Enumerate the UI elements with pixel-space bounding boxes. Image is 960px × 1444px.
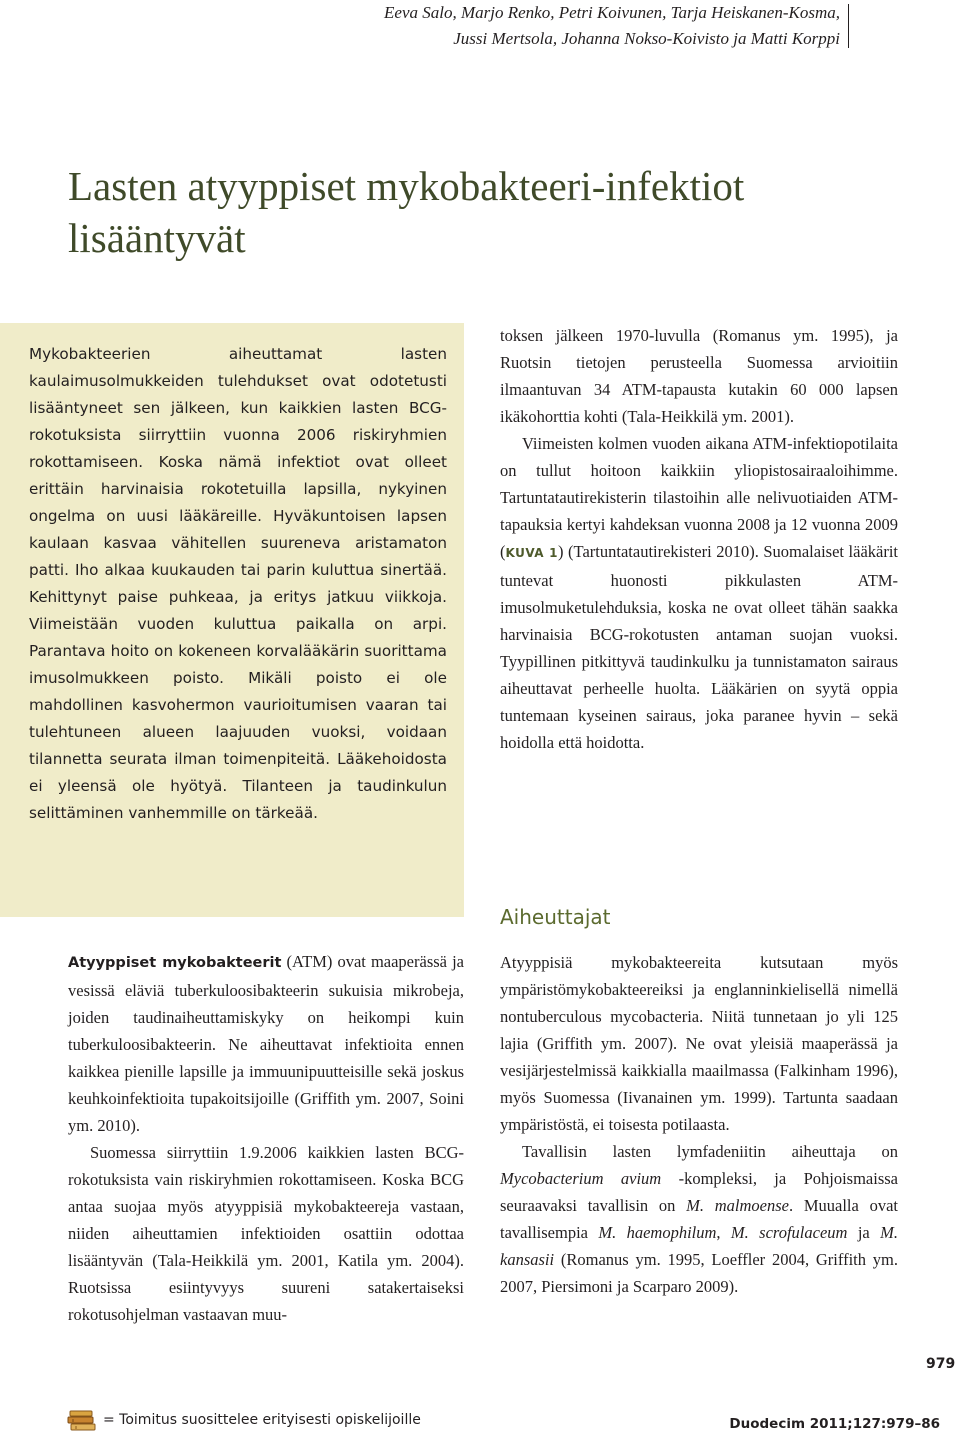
body-paragraph <box>68 948 464 1139</box>
page-number: 979 <box>926 1356 956 1372</box>
journal-reference: Duodecim 2011;127:979–86 <box>729 1416 940 1432</box>
author-line-1: Eeva Salo, Marjo Renko, Petri Koivunen, Tarja Heiskanen-Kosma, <box>384 3 840 22</box>
lead-term: Atyyppiset mykobakteerit <box>68 955 282 971</box>
paragraph-text: Tavallisin lasten lymfadeniitin aiheuttaja on <box>522 1142 898 1161</box>
body-paragraph <box>500 430 898 756</box>
stacked-books-icon <box>67 1408 97 1434</box>
paragraph-text: ja <box>847 1223 881 1242</box>
body-paragraph: Atyyppisiä mykobakteereita kutsutaan myös ympäristömykobakteereiksi ja englanninkielisellä nimellä nontuberculous mycobacteria. Niitä tunnetaan jo yli 125 lajia (Griffith ym. 2007). Ne ovat yleisiä maaperässä ja vesijärjestelmissä kaikkialla maailmassa (Falkinham 1996), myös Suomessa (Iivanainen ym. 1999). Tartunta saadaan ympäristöstä, ei toisesta potilaasta. <box>500 953 898 1134</box>
section-heading: Aiheuttajat <box>500 905 611 929</box>
abstract-box <box>0 323 464 917</box>
footer-note: = Toimitus suosittelee erityisesti opiskelijoille <box>103 1412 421 1428</box>
species-name: M. haemophilum <box>598 1223 717 1242</box>
author-line-2: Jussi Mertsola, Johanna Nokso-Koivisto ja Matti Korppi <box>453 29 840 48</box>
body-paragraph: toksen jälkeen 1970-luvulla (Romanus ym. 1995), ja Ruotsin tietojen perusteella Suomessa arvioitiin ilmaantuvan 34 ATM-tapausta kutakin 60 000 lapsen ikäkohorttia kohti (Tala-Heikkilä ym. 2001). <box>500 326 898 426</box>
abstract-text: Mykobakteerien aiheuttamat lasten kaulaimusolmukkeiden tulehdukset ovat odotetusti lisääntyneet sen jälkeen, kun kaikkien lasten BCG-rokotuksista siirryttiin vuonna 2006 riskiryhmien rokottamiseen. Koska nämä infektiot ovat olleet erittäin harvinaisia rokotetuilla lapsilla, nykyinen ongelma on uusi lääkäreille. Hyväkuntoisen lapsen kaulaan kasvaa vähitellen suureneva aristamaton patti. Iho alkaa kuukauden tai parin kuluttua sinertää. Kehittynyt paise puhkeaa, ja eritys jatkuu viikkoja. Viimeistään vuoden kuluttua paikalla on arpi. Parantava hoito on kokeneen korvalääkärin suorittama imusolmukkeen poisto. Mikäli poisto ei ole mahdollinen kasvohermon vaurioitumisen vaaran tai tulehtuneen alueen laajuuden vuoksi, voidaan tilannetta seurata ilman toimenpiteitä. Lääkehoidosta ei yleensä ole hyötyä. Tilanteen ja taudinkulun selittäminen vanhemmille on tärkeää. <box>29 345 447 822</box>
author-divider <box>848 4 849 48</box>
figure-reference-link[interactable]: KUVA 1 <box>505 546 559 560</box>
body-paragraph: Suomessa siirryttiin 1.9.2006 kaikkien lasten BCG-rokotuksista vain riskiryhmien rokottamiseen. Koska BCG antaa suojaa myös atyyppisiä mykobakteereja vastaan, niiden aiheuttamien infektioiden osattiin odottaa lisääntyvän (Tala-Heikkilä ym. 2001, Katila ym. 2004). Ruotsissa esiintyvyys suureni satakertaiseksi rokotusohjelman vastaavan muu- <box>68 1143 464 1324</box>
right-column-upper <box>500 322 898 756</box>
species-name: Mycobacterium avium <box>500 1169 662 1188</box>
paragraph-text: ) (Tartuntatautirekisteri 2010). Suomalaiset lääkärit tuntevat huonosti pikkulasten ATM-imusolmuketulehduksia, koska ne ovat olleet tähän saakka harvinaisia BCG-rokotusten antaman suojan vuoksi. Tyypillinen pitkittyvä taudinkulku ja tunnistamaton sairaus aiheuttavat perheelle huolta. Lääkärien on syytä oppia tuntemaan kyseinen sairaus, joka paranee hyvin – sekä hoidolla että hoidotta. <box>500 542 898 752</box>
paragraph-text: (Romanus ym. 1995, Loeffler 2004, Griffith ym. 2007, Piersimoni ja Scarparo 2009). <box>500 1250 898 1296</box>
right-column-lower <box>500 949 898 1300</box>
species-name: M. malmoense <box>686 1196 789 1215</box>
article-title: Lasten atyyppiset mykobakteeri-infektiot lisääntyvät <box>68 163 745 261</box>
species-name: M. scrofulaceum <box>730 1223 848 1242</box>
paragraph-text: -kompleksi, ja Pohjoismaissa seuraavaksi tavallisin on <box>500 1169 898 1215</box>
paragraph-text: , <box>716 1223 731 1242</box>
left-column <box>68 948 464 1328</box>
paragraph-text: (ATM) ovat maaperässä ja vesissä eläviä tuberkuloosibakteerin sukuisia mikrobeja, joiden taudinaiheuttamiskyky on heikompi kuin tuberkuloosibakteerin. Ne aiheuttavat infektioita ennen kaikkea pienille lapsille ja immuunipuutteisille sekä joskus keuhkoinfektioita tupakoitsijoille (Griffith ym. 2007, Soini ym. 2010). <box>68 952 464 1135</box>
paragraph-text: Viimeisten kolmen vuoden aikana ATM-infektiopotilaita on tullut hoitoon kaikkiin yliopistosairaaloihimme. Tartuntatautirekisterin tilastoihin alle nelivuotiaiden ATM-tapauksia kertyi kahdeksan vuonna 2008 ja 12 vuonna 2009 ( <box>500 434 898 561</box>
species-name: M. kansasii <box>500 1223 898 1269</box>
body-paragraph <box>500 1138 898 1300</box>
author-list <box>80 0 840 52</box>
paragraph-text: . Muualla ovat tavallisempia <box>500 1196 898 1242</box>
